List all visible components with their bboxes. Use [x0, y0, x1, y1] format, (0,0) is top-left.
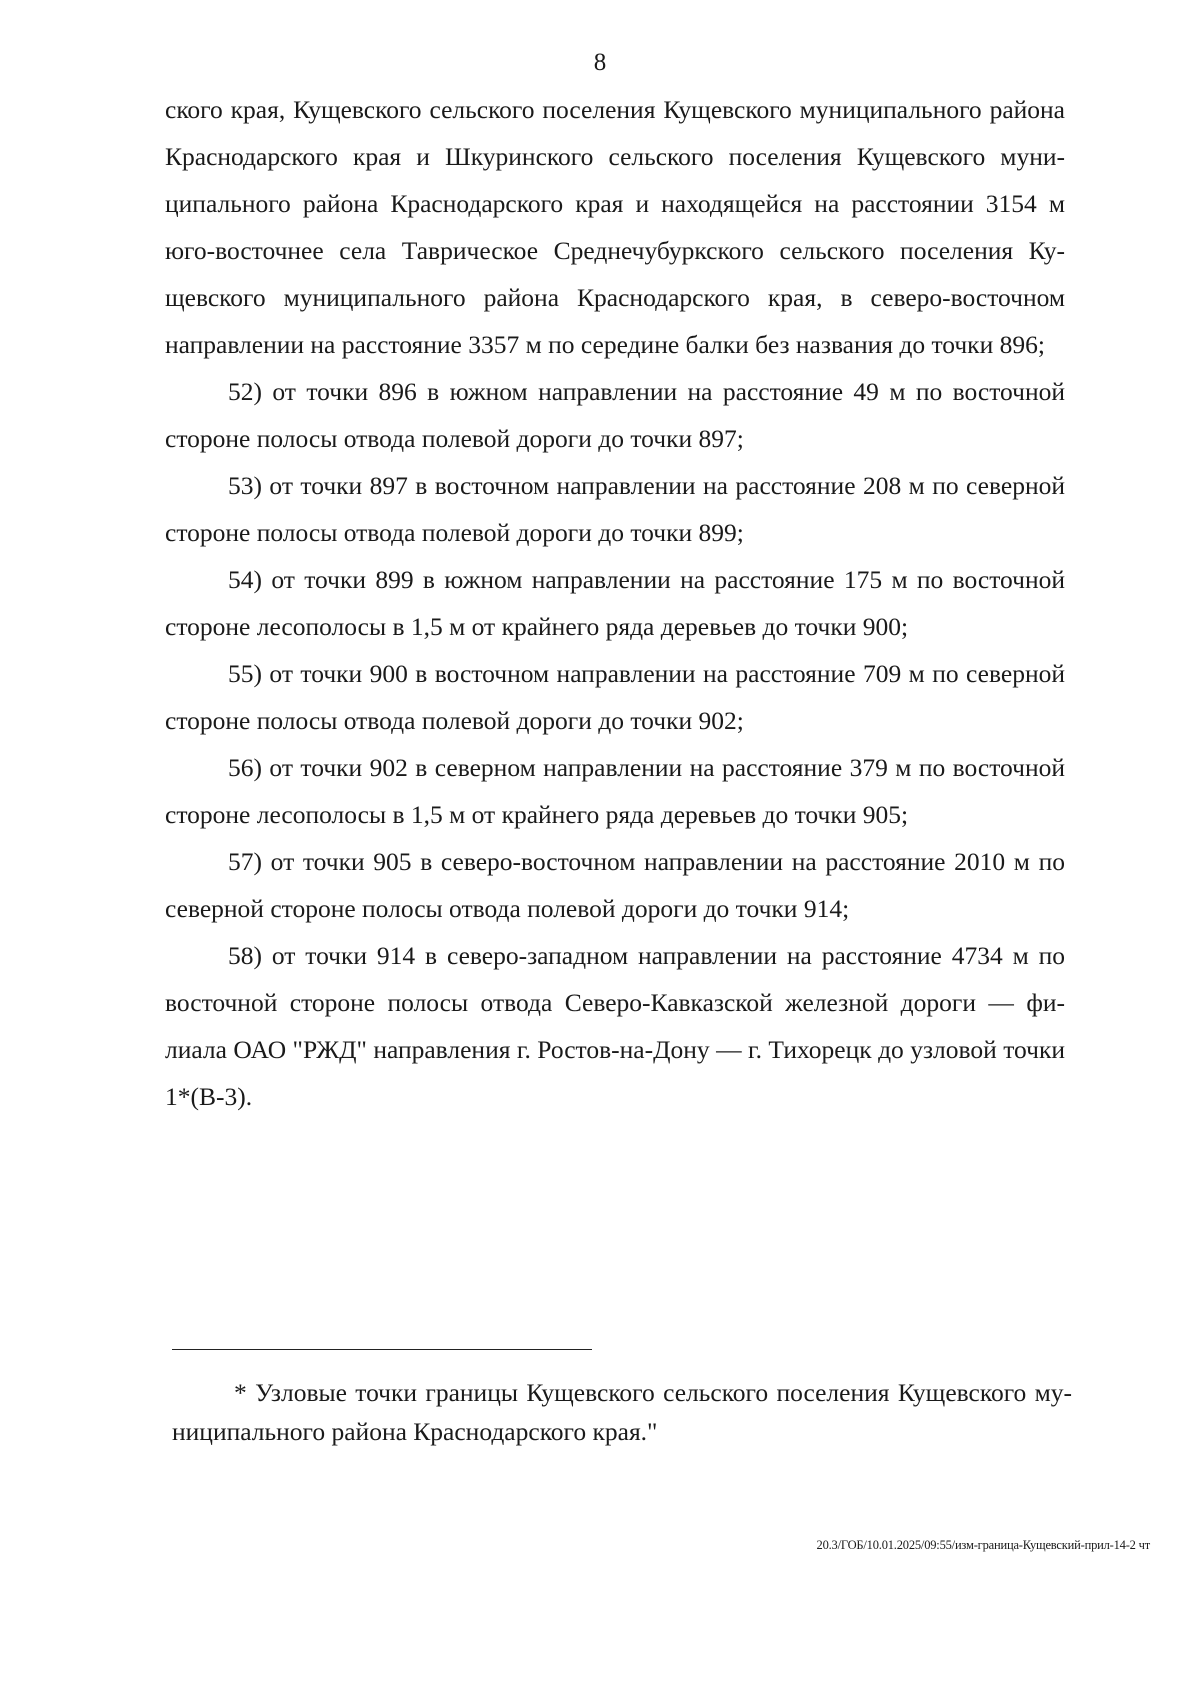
paragraph-item-54: 54) от точки 899 в южном направлении на расстояние 175 м по восточной стороне лесополосы в 1,5 м от крайнего ряда деревьев до точки 900;	[165, 565, 1065, 641]
paragraph-item-53: 53) от точки 897 в восточном направлении на расстояние 208 м по северной стороне полосы отвода полевой дороги до точки 899;	[165, 471, 1065, 547]
paragraph-item-55: 55) от точки 900 в восточном направлении на расстояние 709 м по северной стороне полосы отвода полевой дороги до точки 902;	[165, 659, 1065, 735]
document-code: 20.3/ГОБ/10.01.2025/09:55/изм-граница-Кущевский-прил-14-2 чт	[816, 1538, 1150, 1552]
footnote-text: * Узловые точки границы Кущевского сельского поселения Кущевского муниципального района Краснодарского края."	[172, 1378, 1072, 1446]
page-number: 8	[593, 49, 607, 76]
footnote-separator	[172, 1349, 592, 1350]
paragraph-item-58: 58) от точки 914 в северо-западном направлении на расстояние 4734 м по восточной стороне полосы отвода Северо-Кавказской железной дороги — филиала ОАО "РЖД" направления г. Ростов-на-Дону — г. Тихорецк до узловой точки 1*(В-3).	[165, 941, 1065, 1111]
paragraph-continuation: ского края, Кущевского сельского поселения Кущевского муниципального района Краснодарского края и Шкуринского сельского поселения Кущевского муниципального района Краснодарского края и находящейся на расстоянии 3154 м юго-восточнее села Таврическое Среднечубуркского сельского поселения Кущевского муниципального района Краснодарского края, в северо-восточном направлении на расстояние 3357 м по середине балки без названия до точки 896;	[165, 95, 1065, 359]
paragraph-item-56: 56) от точки 902 в северном направлении на расстояние 379 м по восточной стороне лесополосы в 1,5 м от крайнего ряда деревьев до точки 905;	[165, 753, 1065, 829]
paragraph-item-52: 52) от точки 896 в южном направлении на расстояние 49 м по восточной стороне полосы отвода полевой дороги до точки 897;	[165, 377, 1065, 453]
body-text	[165, 86, 1065, 1120]
paragraph-item-57: 57) от точки 905 в северо-восточном направлении на расстояние 2010 м по северной стороне полосы отвода полевой дороги до точки 914;	[165, 847, 1065, 923]
footnote	[172, 1373, 1072, 1451]
